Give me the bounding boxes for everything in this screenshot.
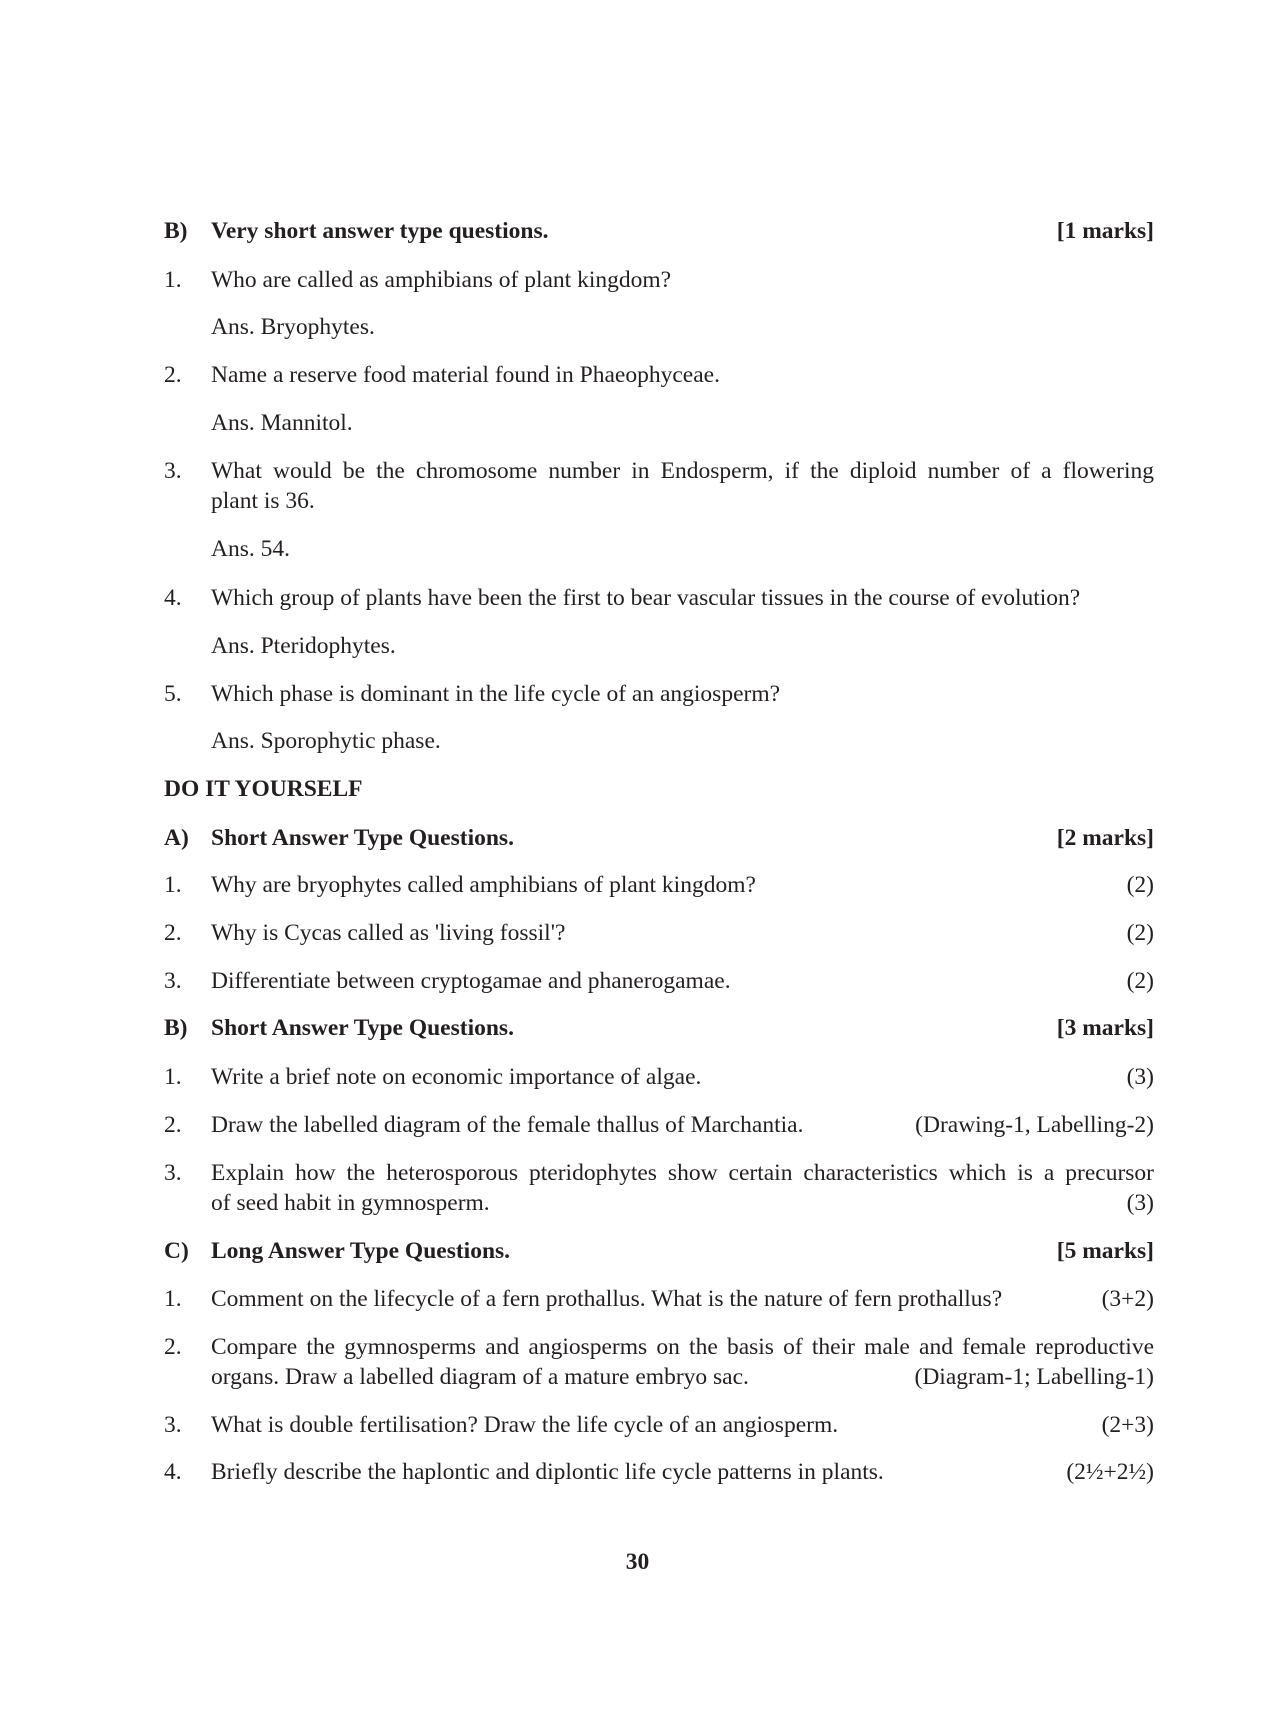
- question: [164, 1457, 1154, 1487]
- question: [164, 360, 1154, 390]
- question-text: What is double fertilisation? Draw the life cycle of an angiosperm.: [211, 1412, 839, 1438]
- question-number: 2.: [164, 1334, 182, 1360]
- question-text: Compare the gymnosperms and angiosperms on the basis of their male and female reproductive: [211, 1334, 1154, 1360]
- question-number: 1.: [164, 1286, 182, 1312]
- answer-text: Ans. Pteridophytes.: [211, 633, 396, 659]
- section-header-c: [164, 1236, 1154, 1266]
- question: [164, 679, 1154, 709]
- section-label: A): [164, 825, 189, 851]
- section-marks: [1 marks]: [1056, 218, 1154, 244]
- answer: [164, 534, 1154, 564]
- question-text: organs. Draw a labelled diagram of a mature embryo sac.: [211, 1364, 749, 1390]
- question-continuation: [164, 1362, 1154, 1392]
- question-text: Draw the labelled diagram of the female thallus of Marchantia.: [211, 1112, 804, 1138]
- question: [164, 1410, 1154, 1440]
- question-number: 2.: [164, 362, 182, 388]
- question-number: 3.: [164, 1412, 182, 1438]
- question-number: 4.: [164, 585, 182, 611]
- answer: [164, 408, 1154, 438]
- section-title: Short Answer Type Questions.: [211, 825, 514, 851]
- question-text: Explain how the heterosporous pteridophytes show certain characteristics which is a precursor: [211, 1160, 1154, 1186]
- answer: [164, 726, 1154, 756]
- answer-text: Ans. 54.: [211, 536, 290, 562]
- question-number: 1.: [164, 872, 182, 898]
- question-number: 5.: [164, 681, 182, 707]
- answer-text: Ans. Mannitol.: [211, 410, 353, 436]
- question-marks: (2): [1126, 872, 1154, 898]
- question-marks: (2+3): [1101, 1412, 1154, 1438]
- answer-text: Ans. Bryophytes.: [211, 314, 375, 340]
- question-marks: (Drawing-1, Labelling-2): [915, 1112, 1154, 1138]
- question-text: Name a reserve food material found in Phaeophyceae.: [211, 362, 720, 388]
- section-title: Long Answer Type Questions.: [211, 1238, 511, 1264]
- question-text: Differentiate between cryptogamae and phanerogamae.: [211, 968, 731, 994]
- question-marks: (Diagram-1; Labelling-1): [914, 1364, 1154, 1390]
- section-header-b: [164, 1013, 1154, 1043]
- question-text: of seed habit in gymnosperm.: [211, 1190, 490, 1216]
- section-marks: [5 marks]: [1056, 1238, 1154, 1264]
- question-text: What would be the chromosome number in Endosperm, if the diploid number of a flowering: [211, 458, 1154, 484]
- question-marks: (3): [1126, 1190, 1154, 1216]
- question-text: Who are called as amphibians of plant kingdom?: [211, 267, 672, 293]
- question-text: Which group of plants have been the first to bear vascular tissues in the course of evolution?: [211, 585, 1081, 611]
- heading-text: DO IT YOURSELF: [164, 776, 363, 802]
- question: [164, 1062, 1154, 1092]
- section-label: B): [164, 218, 188, 244]
- question-number: 3.: [164, 968, 182, 994]
- section-marks: [3 marks]: [1056, 1015, 1154, 1041]
- section-header-a: [164, 823, 1154, 853]
- question-number: 1.: [164, 1064, 182, 1090]
- answer: [164, 312, 1154, 342]
- question: [164, 966, 1154, 996]
- question-marks: (2): [1126, 920, 1154, 946]
- question: [164, 1284, 1154, 1314]
- answer: [164, 631, 1154, 661]
- question-number: 2.: [164, 1112, 182, 1138]
- section-label: B): [164, 1015, 188, 1041]
- question: [164, 1110, 1154, 1140]
- question-number: 3.: [164, 458, 182, 484]
- question-text: Why is Cycas called as 'living fossil'?: [211, 920, 566, 946]
- question-text: Briefly describe the haplontic and diplontic life cycle patterns in plants.: [211, 1459, 884, 1485]
- question-number: 3.: [164, 1160, 182, 1186]
- question-marks: (2½+2½): [1066, 1459, 1154, 1485]
- question-text: Comment on the lifecycle of a fern prothallus. What is the nature of fern prothallus?: [211, 1286, 1003, 1312]
- question-continuation: [164, 1188, 1154, 1218]
- question-continuation: [164, 486, 1154, 516]
- question-marks: (2): [1126, 968, 1154, 994]
- answer-text: Ans. Sporophytic phase.: [211, 728, 441, 754]
- page-number: 30: [625, 1549, 650, 1575]
- question-marks: (3): [1126, 1064, 1154, 1090]
- question-text: plant is 36.: [211, 488, 315, 514]
- question: [164, 265, 1154, 295]
- question: [164, 1332, 1154, 1362]
- question: [164, 583, 1154, 613]
- question: [164, 1158, 1154, 1188]
- section-title: Short Answer Type Questions.: [211, 1015, 514, 1041]
- do-it-yourself-heading: [164, 774, 1154, 804]
- question: [164, 918, 1154, 948]
- question-text: Which phase is dominant in the life cycle of an angiosperm?: [211, 681, 781, 707]
- question-text: Why are bryophytes called amphibians of plant kingdom?: [211, 872, 756, 898]
- question-text: Write a brief note on economic importance of algae.: [211, 1064, 702, 1090]
- question-marks: (3+2): [1101, 1286, 1154, 1312]
- section-label: C): [164, 1238, 189, 1264]
- question-number: 2.: [164, 920, 182, 946]
- question: [164, 456, 1154, 486]
- section-header-very-short: [164, 216, 1154, 246]
- section-title: Very short answer type questions.: [211, 218, 549, 244]
- question-number: 1.: [164, 267, 182, 293]
- question-number: 4.: [164, 1459, 182, 1485]
- question: [164, 870, 1154, 900]
- section-marks: [2 marks]: [1056, 825, 1154, 851]
